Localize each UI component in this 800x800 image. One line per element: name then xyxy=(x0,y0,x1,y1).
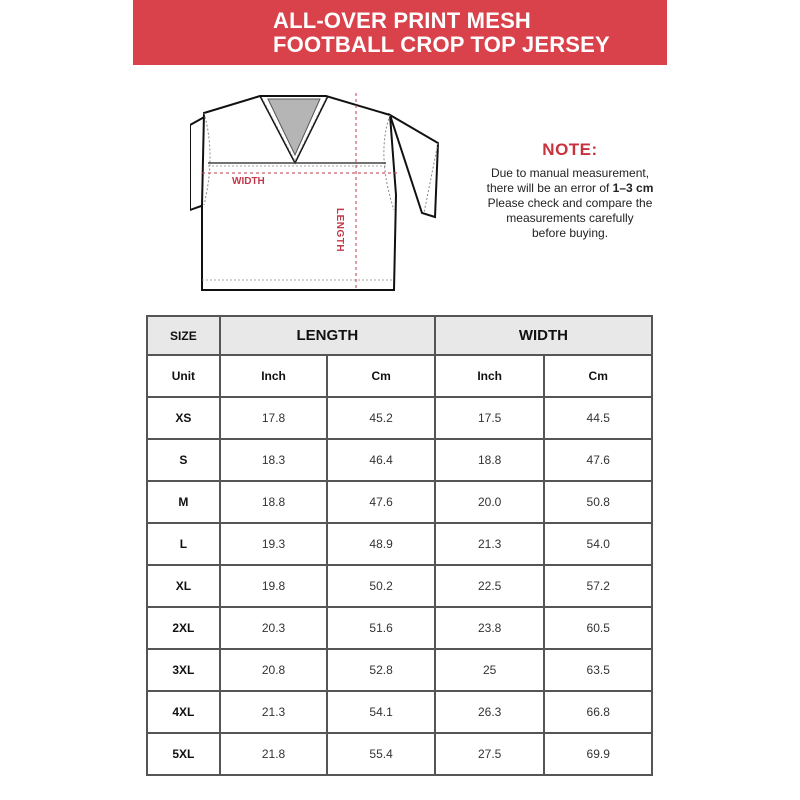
right-sleeve-shape xyxy=(390,115,438,217)
table-row xyxy=(147,649,652,691)
table-row xyxy=(147,397,652,439)
cell-size: XL xyxy=(147,565,220,607)
note-title: NOTE: xyxy=(542,140,598,159)
title-banner xyxy=(133,0,667,65)
cell-width-cm: 57.2 xyxy=(544,565,652,607)
cell-length-cm: 47.6 xyxy=(327,481,435,523)
cell-length-cm: 48.9 xyxy=(327,523,435,565)
cell-size: 5XL xyxy=(147,733,220,775)
cell-length-inch: 18.3 xyxy=(220,439,328,481)
cell-width-cm: 44.5 xyxy=(544,397,652,439)
table-row xyxy=(147,565,652,607)
title-line-1: ALL-OVER PRINT MESH xyxy=(273,7,532,33)
cell-width-cm: 50.8 xyxy=(544,481,652,523)
cell-size: 2XL xyxy=(147,607,220,649)
cell-length-inch: 21.3 xyxy=(220,691,328,733)
width-label: WIDTH xyxy=(232,176,265,187)
cell-width-inch: 22.5 xyxy=(435,565,545,607)
cell-width-inch: 26.3 xyxy=(435,691,545,733)
table-row xyxy=(147,439,652,481)
cell-length-inch: 18.8 xyxy=(220,481,328,523)
table-row xyxy=(147,523,652,565)
cell-width-inch: 20.0 xyxy=(435,481,545,523)
cell-size: XS xyxy=(147,397,220,439)
measurement-note xyxy=(470,140,670,241)
cell-width-cm: 69.9 xyxy=(544,733,652,775)
table-unit-row: Unit Inch Cm Inch Cm xyxy=(147,355,652,397)
cell-width-cm: 66.8 xyxy=(544,691,652,733)
jersey-diagram xyxy=(190,85,440,300)
cell-width-inch: 21.3 xyxy=(435,523,545,565)
header-size: SIZE xyxy=(147,316,220,355)
cell-length-cm: 55.4 xyxy=(327,733,435,775)
cell-length-inch: 20.8 xyxy=(220,649,328,691)
cell-size: 3XL xyxy=(147,649,220,691)
cell-length-inch: 19.8 xyxy=(220,565,328,607)
header-width: WIDTH xyxy=(435,316,652,355)
cell-size: 4XL xyxy=(147,691,220,733)
cell-length-cm: 50.2 xyxy=(327,565,435,607)
cell-width-cm: 60.5 xyxy=(544,607,652,649)
cell-length-cm: 52.8 xyxy=(327,649,435,691)
table-row xyxy=(147,733,652,775)
cell-length-cm: 46.4 xyxy=(327,439,435,481)
cell-length-inch: 21.8 xyxy=(220,733,328,775)
cell-width-inch: 17.5 xyxy=(435,397,545,439)
cell-length-inch: 20.3 xyxy=(220,607,328,649)
length-label: LENGTH xyxy=(334,208,345,253)
cell-width-inch: 23.8 xyxy=(435,607,545,649)
cell-width-inch: 25 xyxy=(435,649,545,691)
cell-width-inch: 27.5 xyxy=(435,733,545,775)
cell-length-cm: 54.1 xyxy=(327,691,435,733)
cell-length-inch: 19.3 xyxy=(220,523,328,565)
table-row xyxy=(147,691,652,733)
cell-length-inch: 17.8 xyxy=(220,397,328,439)
cell-width-cm: 47.6 xyxy=(544,439,652,481)
note-body: Due to manual measurement, there will be an error of 1–3 cm Please check and compare the measurements carefully before buying. xyxy=(486,166,654,240)
header-length: LENGTH xyxy=(220,316,435,355)
cell-width-inch: 18.8 xyxy=(435,439,545,481)
cell-length-cm: 51.6 xyxy=(327,607,435,649)
title-line-2: FOOTBALL CROP TOP JERSEY xyxy=(273,31,610,57)
cell-size: S xyxy=(147,439,220,481)
table-row xyxy=(147,481,652,523)
size-chart-table xyxy=(146,315,653,776)
cell-width-cm: 63.5 xyxy=(544,649,652,691)
table-row xyxy=(147,607,652,649)
table-header-row xyxy=(147,316,652,355)
cell-size: L xyxy=(147,523,220,565)
cell-length-cm: 45.2 xyxy=(327,397,435,439)
cell-size: M xyxy=(147,481,220,523)
cell-width-cm: 54.0 xyxy=(544,523,652,565)
